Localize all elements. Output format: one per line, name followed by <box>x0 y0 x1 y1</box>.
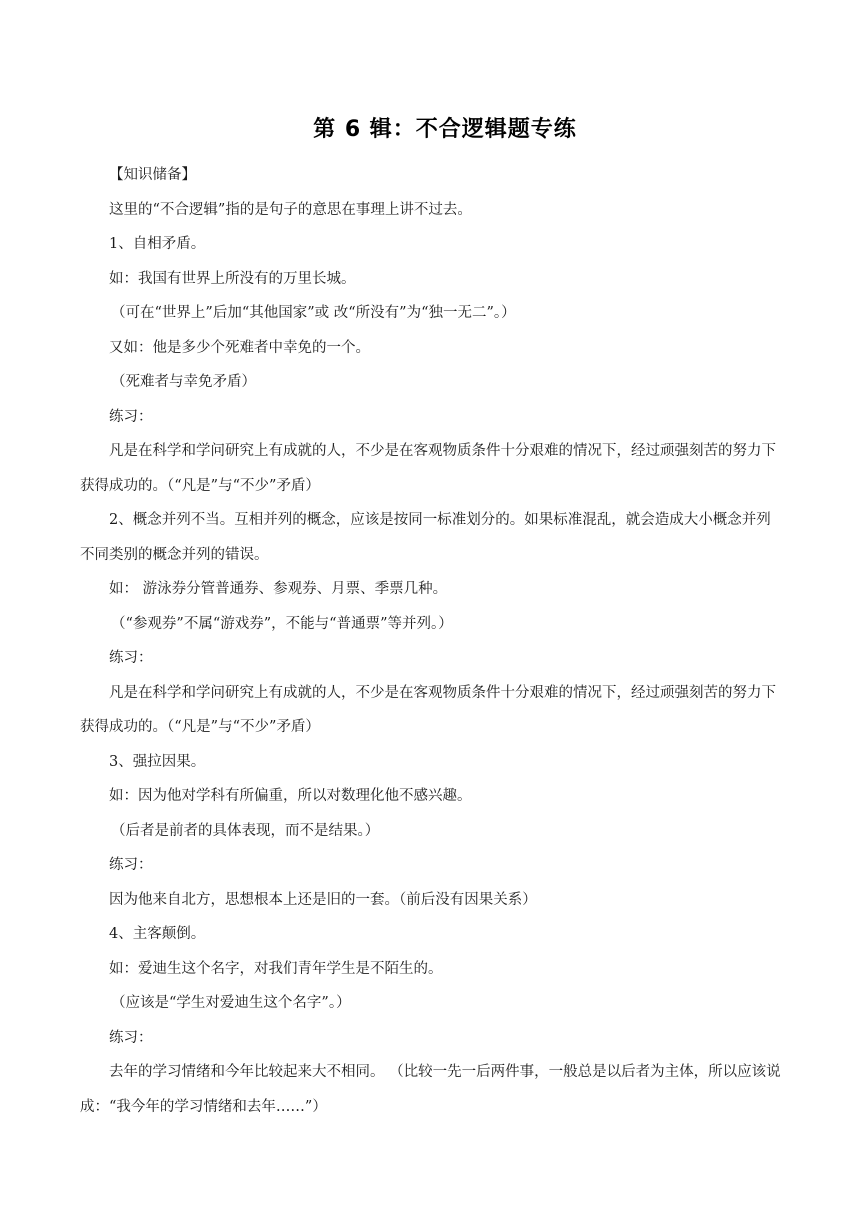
practice-text: 凡是在科学和学问研究上有成就的人，不少是在客观物质条件十分艰难的情况下，经过顽强刻苦的努力下获得成功的。（“凡是”与“不少”矛盾） <box>80 443 776 494</box>
example: 如：我国有世界上所没有的万里长城。 <box>109 270 356 287</box>
practice-label: 练习： <box>109 408 153 425</box>
explanation: （“参观券”不属“游戏券”，不能与“普通票”等并列。） <box>111 615 453 632</box>
explanation: （死难者与幸免矛盾） <box>111 374 256 390</box>
heading-1: 1、自相矛盾。 <box>109 236 206 252</box>
practice-text: 因为他来自北方，思想根本上还是旧的一套。（前后没有因果关系） <box>109 891 537 908</box>
practice-text: 凡是在科学和学问研究上有成就的人，不少是在客观物质条件十分艰难的情况下，经过顽强刻苦的努力下获得成功的。（“凡是”与“不少”矛盾） <box>80 684 776 735</box>
document-body <box>80 158 785 1124</box>
example: 如：爱迪生这个名字，对我们青年学生是不陌生的。 <box>109 960 443 977</box>
explanation: （后者是前者的具体表现，而不是结果。） <box>111 822 380 839</box>
practice-label: 练习： <box>109 1029 153 1046</box>
page-title: 第 6 辑：不合逻辑题专练 <box>313 117 577 142</box>
heading-3: 3、强拉因果。 <box>109 753 206 770</box>
example: 如：因为他对学科有所偏重，所以对数理化他不感兴趣。 <box>109 788 472 804</box>
heading-4: 4、主客颠倒。 <box>109 926 206 942</box>
practice-text: 去年的学习情绪和今年比较起来大不相同。 （比较一先一后两件事，一般总是以后者为主体，所以应该说成：“我今年的学习情绪和去年……”） <box>80 1064 781 1115</box>
paragraph: 这里的“不合逻辑”指的是句子的意思在事理上讲不过去。 <box>109 201 472 218</box>
explanation: （可在“世界上”后加“其他国家”或 改“所没有”为“独一无二”。） <box>111 305 516 321</box>
example: 又如：他是多少个死难者中幸免的一个。 <box>109 339 370 356</box>
practice-label: 练习： <box>109 650 153 666</box>
practice-label: 练习： <box>109 857 153 873</box>
example: 如： 游泳券分管普通券、参观券、月票、季票几种。 <box>109 581 448 597</box>
explanation: （应该是“学生对爱迪生这个名字”。） <box>111 995 351 1011</box>
heading-2: 2、概念并列不当。互相并列的概念，应该是按同一标准划分的。如果标准混乱，就会造成大小概念并列不同类别的概念并列的错误。 <box>80 512 771 563</box>
section-label: 【知识储备】 <box>109 167 196 183</box>
